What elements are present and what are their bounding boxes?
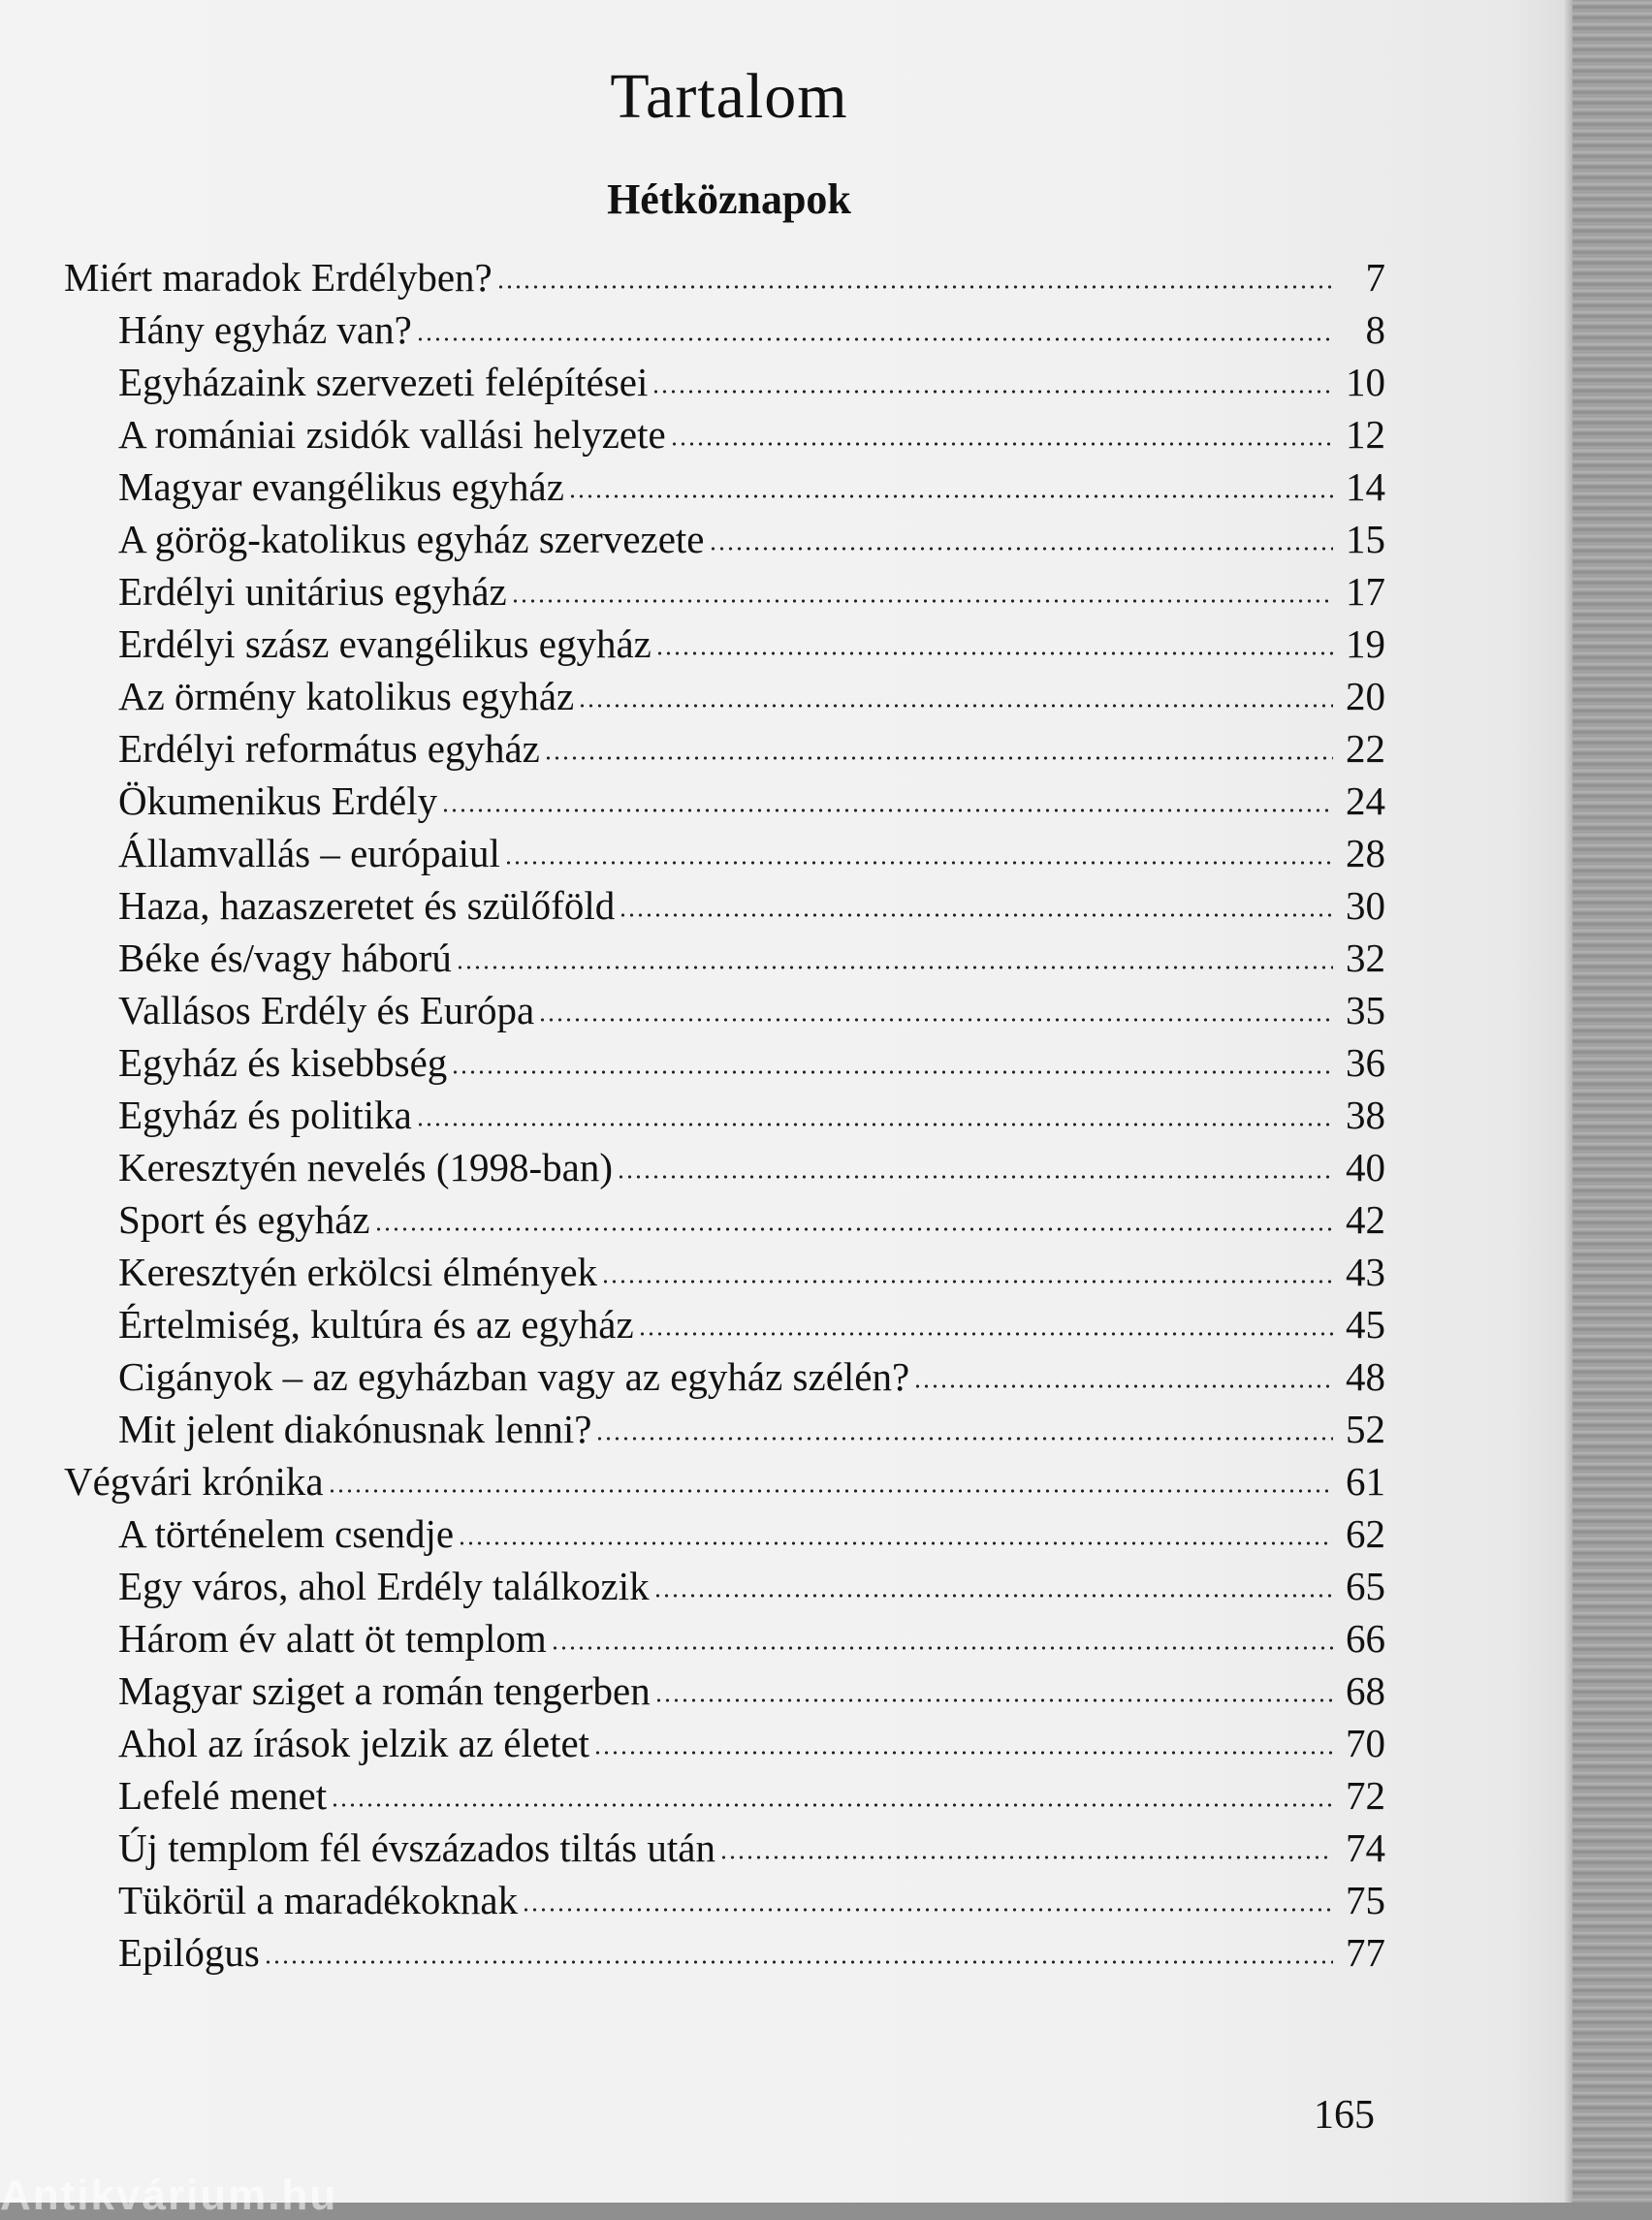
toc-entry-page: 10	[1346, 360, 1385, 404]
toc-entry	[118, 620, 1385, 673]
toc-entry	[118, 1039, 1385, 1092]
toc-entry	[64, 1458, 1385, 1510]
toc-entry	[118, 1615, 1385, 1667]
toc-entry-title: Sport és egyház	[118, 1197, 370, 1242]
toc-entry-page: 32	[1346, 936, 1385, 980]
toc-entry	[118, 725, 1385, 777]
toc-entry-title: Végvári krónika	[64, 1459, 324, 1504]
dot-leader	[538, 1016, 1333, 1024]
toc-entry-page: 12	[1346, 412, 1385, 457]
toc-entry-page: 30	[1346, 883, 1385, 928]
toc-entry-page: 48	[1346, 1354, 1385, 1399]
dot-leader	[458, 1539, 1333, 1547]
toc-entry-title: Az örmény katolikus egyház	[118, 674, 575, 718]
toc-entry-page: 52	[1346, 1407, 1385, 1451]
dot-leader	[544, 754, 1333, 762]
dot-leader	[593, 1749, 1333, 1757]
dot-leader	[595, 1435, 1333, 1443]
toc-entry	[118, 463, 1385, 516]
toc-entry	[118, 1249, 1385, 1301]
toc-entry-title: Ahol az írások jelzik az életet	[118, 1721, 590, 1765]
toc-entry	[118, 777, 1385, 830]
toc-entry-title: Új templom fél évszázados tiltás után	[118, 1825, 715, 1870]
dot-leader	[511, 597, 1333, 605]
dot-leader	[578, 702, 1333, 710]
toc-entry	[118, 568, 1385, 620]
dot-leader	[619, 911, 1333, 919]
toc-entry	[118, 1092, 1385, 1144]
toc-entry-title: Vallásos Erdély és Európa	[118, 988, 535, 1032]
toc-entry-title: Magyar evangélikus egyház	[118, 464, 564, 509]
toc-entry	[118, 1353, 1385, 1406]
toc-entry-page: 66	[1346, 1616, 1385, 1661]
toc-entry	[118, 411, 1385, 463]
dot-leader	[496, 283, 1333, 291]
toc-entry-title: Erdélyi református egyház	[118, 726, 540, 771]
toc-entry-page: 72	[1346, 1773, 1385, 1818]
toc-entry-page: 43	[1346, 1250, 1385, 1294]
toc-entry	[118, 1824, 1385, 1877]
toc-entry	[118, 1301, 1385, 1353]
page-title: Tartalom	[610, 61, 848, 132]
book-spine	[1573, 0, 1652, 2203]
dot-leader	[601, 1278, 1333, 1285]
toc-entry-page: 40	[1346, 1145, 1385, 1189]
dot-leader	[416, 335, 1333, 343]
toc-entry-title: Államvallás – európaiul	[118, 831, 500, 875]
toc-entry	[118, 1877, 1385, 1929]
toc-entry-title: Erdélyi szász evangélikus egyház	[118, 621, 651, 666]
toc-entry-page: 42	[1346, 1197, 1385, 1242]
dot-leader	[522, 1906, 1333, 1914]
toc-entry-title: A romániai zsidók vallási helyzete	[118, 412, 666, 457]
toc-entry-page: 74	[1346, 1825, 1385, 1870]
toc-entry	[118, 882, 1385, 935]
dot-leader	[653, 1592, 1333, 1600]
dot-leader	[328, 1487, 1333, 1495]
toc-entry	[118, 359, 1385, 411]
page-number: 165	[1314, 2093, 1375, 2138]
toc-entry-page: 65	[1346, 1564, 1385, 1608]
dot-leader	[456, 964, 1333, 971]
toc-entry-page: 19	[1346, 621, 1385, 666]
toc-entry	[118, 1406, 1385, 1458]
toc-entry-title: A történelem csendje	[118, 1511, 455, 1556]
toc-entry	[118, 830, 1385, 882]
dot-leader	[568, 492, 1333, 500]
toc-entry-page: 62	[1346, 1511, 1385, 1556]
toc-entry	[118, 1667, 1385, 1720]
toc-entry	[118, 935, 1385, 987]
toc-entry-title: Lefelé menet	[118, 1773, 328, 1818]
toc-entry-page: 15	[1346, 517, 1385, 561]
dot-leader	[670, 440, 1333, 448]
toc-entry-title: Ökumenikus Erdély	[118, 778, 438, 823]
toc-entry-page: 17	[1346, 569, 1385, 614]
toc-entry-page: 45	[1346, 1302, 1385, 1347]
toc-entry-page: 35	[1346, 988, 1385, 1032]
toc-entry-title: Három év alatt öt templom	[118, 1616, 547, 1661]
toc-entry-title: Epilógus	[118, 1930, 260, 1975]
dot-leader	[264, 1958, 1333, 1966]
toc-entry	[118, 1144, 1385, 1196]
dot-leader	[654, 1697, 1333, 1704]
dot-leader	[913, 1382, 1333, 1390]
toc-entry-page: 61	[1346, 1459, 1385, 1504]
dot-leader	[416, 1121, 1333, 1128]
toc-entry-title: Béke és/vagy háború	[118, 936, 452, 980]
dot-leader	[441, 807, 1333, 814]
dot-leader	[617, 1173, 1333, 1181]
toc-entry-title: Egy város, ahol Erdély találkozik	[118, 1564, 650, 1608]
dot-leader	[451, 1068, 1333, 1076]
dot-leader	[719, 1854, 1333, 1861]
toc-entry-page: 7	[1365, 255, 1385, 300]
toc-entry-title: Keresztyén nevelés (1998-ban)	[118, 1145, 613, 1189]
toc-entry-title: Keresztyén erkölcsi élmények	[118, 1250, 598, 1294]
toc-entry-page: 28	[1346, 831, 1385, 875]
toc-entry-title: A görög-katolikus egyház szervezete	[118, 517, 705, 561]
toc-entry-title: Erdélyi unitárius egyház	[118, 569, 507, 614]
toc-entry-title: Mit jelent diakónusnak lenni?	[118, 1407, 592, 1451]
toc-entry-page: 36	[1346, 1040, 1385, 1085]
toc-entry-title: Hány egyház van?	[118, 307, 412, 352]
toc-entry-title: Egyház és politika	[118, 1093, 412, 1137]
dot-leader	[655, 650, 1333, 657]
dot-leader	[709, 545, 1333, 553]
toc-entry-title: Egyház és kisebbség	[118, 1040, 448, 1085]
toc-entry-page: 24	[1346, 778, 1385, 823]
toc-entry-title: Miért maradok Erdélyben?	[64, 255, 492, 300]
toc-entry	[118, 1510, 1385, 1563]
toc-entry	[118, 987, 1385, 1039]
toc-entry	[118, 1929, 1385, 1982]
toc-entry-page: 38	[1346, 1093, 1385, 1137]
toc-entry-title: Értelmiség, kultúra és az egyház	[118, 1302, 634, 1347]
toc-entry-title: Cigányok – az egyházban vagy az egyház szélén?	[118, 1354, 910, 1399]
dot-leader	[651, 388, 1333, 396]
dot-leader	[374, 1225, 1333, 1233]
toc-entry-title: Tükörül a maradékoknak	[118, 1878, 519, 1922]
dot-leader	[551, 1644, 1333, 1652]
toc-entry-page: 68	[1346, 1668, 1385, 1713]
section-subtitle: Hétköznapok	[607, 175, 851, 223]
toc-entry-page: 14	[1346, 464, 1385, 509]
toc-entry-page: 8	[1365, 307, 1385, 352]
toc-entry	[118, 1772, 1385, 1824]
toc-entry	[118, 1196, 1385, 1249]
watermark: Antikvárium.hu	[0, 2172, 338, 2219]
toc-entry	[64, 254, 1385, 306]
toc-entry	[118, 306, 1385, 359]
toc-entry	[118, 1720, 1385, 1772]
toc-entry-title: Egyházaink szervezeti felépítései	[118, 360, 649, 404]
toc-entry	[118, 673, 1385, 725]
dot-leader	[331, 1801, 1333, 1809]
dot-leader	[638, 1330, 1333, 1338]
toc-entry-page: 70	[1346, 1721, 1385, 1765]
toc-entry	[118, 1563, 1385, 1615]
dot-leader	[504, 859, 1333, 867]
toc-entry-page: 77	[1346, 1930, 1385, 1975]
toc-entry-title: Haza, hazaszeretet és szülőföld	[118, 883, 616, 928]
toc-entry	[118, 516, 1385, 568]
toc-entry-title: Magyar sziget a román tengerben	[118, 1668, 651, 1713]
toc-entry-page: 20	[1346, 674, 1385, 718]
toc-entry-page: 75	[1346, 1878, 1385, 1922]
toc-entry-page: 22	[1346, 726, 1385, 771]
